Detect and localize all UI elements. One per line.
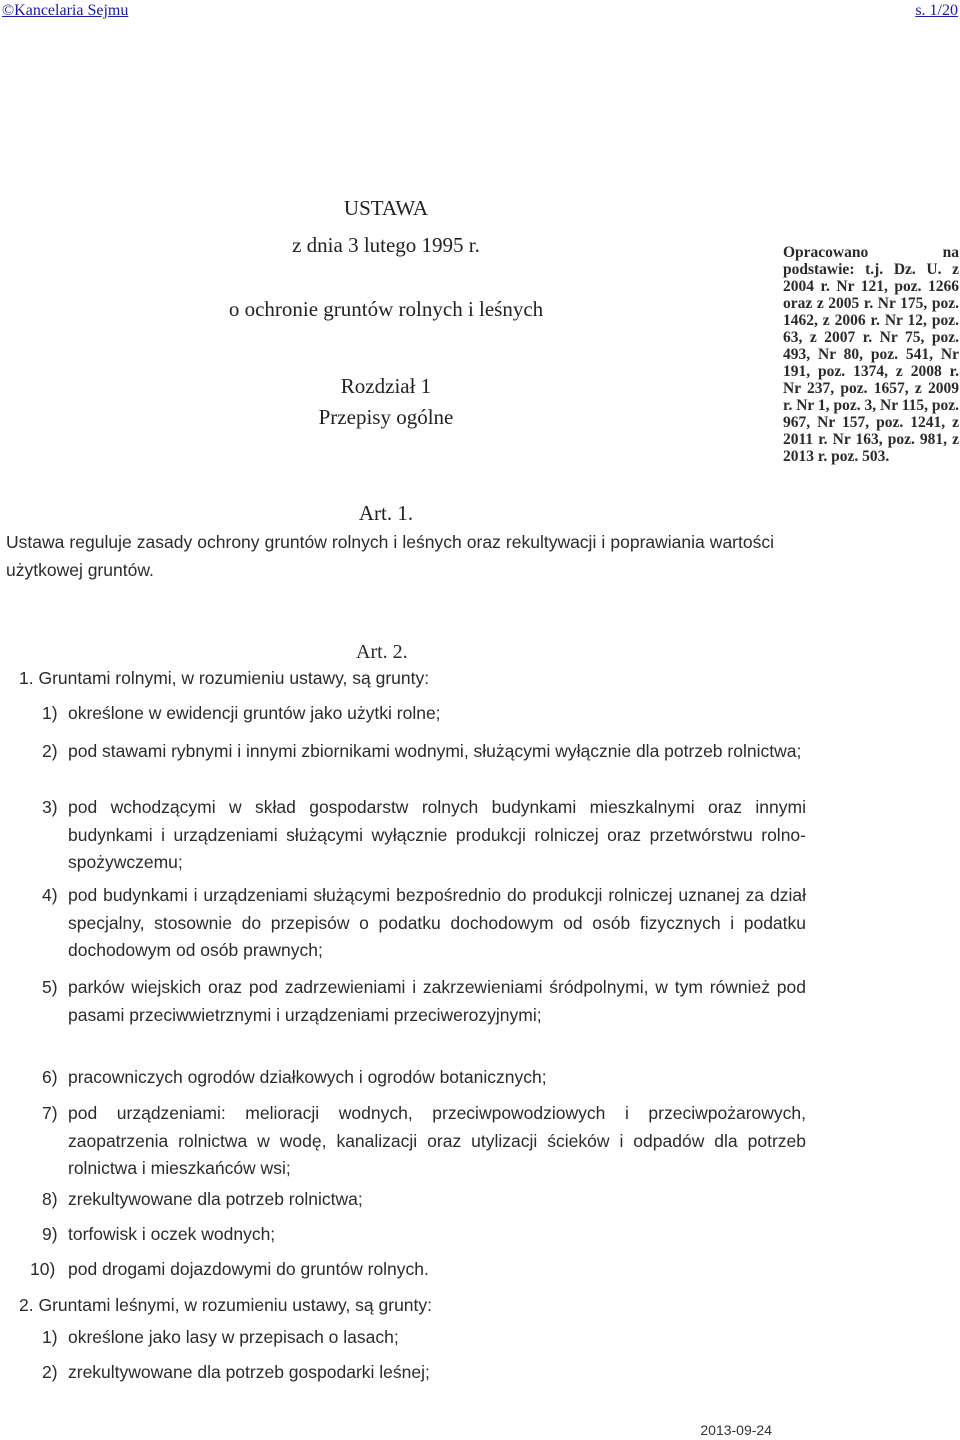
list-item [30,1256,818,1284]
doc-date: z dnia 3 lutego 1995 r. [292,233,480,257]
list-item [42,1100,806,1183]
source-link[interactable]: ©Kancelaria Sejmu [2,2,129,19]
art1-text: Ustawa reguluje zasady ochrony gruntów rolnych i leśnych oraz rekultywacji i poprawiania wartości użytkowej gruntów. [6,532,774,580]
chapter-name: Przepisy ogólne [318,405,454,429]
doc-type: USTAWA [343,196,429,220]
list-item-text: pracowniczych ogrodów działkowych i ogrodów botanicznych; [68,1067,547,1087]
list-item-text: pod stawami rybnymi i innymi zbiornikami wodnymi, służącymi wyłącznie dla potrzeb rolnictwa; [68,741,802,761]
list-item-number: 8) [42,1189,58,1209]
list-item-text: parków wiejskich oraz pod zadrzewieniami i zakrzewieniami śródpolnymi, w tym również pod pasami przeciwwietrznymi i urządzeniami przeciwerozyjnymi; [68,977,806,1025]
page-header [0,0,960,22]
list-item-number: 10) [30,1259,56,1279]
source-note: Opracowano na podstawie: t.j. Dz. U. z 2004 r. Nr 121, poz. 1266 oraz z 2005 r. Nr 175, poz. 1462, z 2006 r. Nr 12, poz. 63, z 2007 r. Nr 75, poz. 493, Nr 80, poz. 541, Nr 191, poz. 1374, z 2008 r. Nr 237, poz. 1657, z 2009 r. Nr 1, poz. 3, Nr 115, poz. 967, Nr 157, poz. 1241, z 2011 r. Nr 163, poz. 981, z 2013 r. poz. 503. [783,244,959,465]
list-item-number: 1) [42,703,58,723]
chapter-label: Rozdział 1 [340,374,432,398]
list-item-text: określone w ewidencji gruntów jako użytki rolne; [68,703,441,723]
list-item-text: pod urządzeniami: melioracji wodnych, przeciwpowodziowych i przeciwpożarowych, zaopatrzenia rolnictwa w wodę, kanalizacji oraz utylizacji ścieków i odpadów dla potrzeb rolnictwa i mieszkańców wsi; [68,1103,806,1178]
list-item [42,1221,806,1249]
footer-date: 2013-09-24 [700,1422,772,1438]
list-item-number: 9) [42,1224,58,1244]
list-item [42,974,806,1029]
list-item [42,1324,806,1352]
list-item-number: 3) [42,797,58,817]
list-item [42,738,806,766]
list-item-number: 5) [42,977,58,997]
list-item-number: 7) [42,1103,58,1123]
list-item-text: zrekultywowane dla potrzeb gospodarki leśnej; [68,1362,430,1382]
list-item-text: określone jako lasy w przepisach o lasach; [68,1327,399,1347]
list-item-text: zrekultywowane dla potrzeb rolnictwa; [68,1189,363,1209]
list-item-number: 6) [42,1067,58,1087]
list-item-text: pod budynkami i urządzeniami służącymi bezpośrednio do produkcji rolniczej uznanej za dział specjalny, stosownie do przepisów o podatku dochodowym od osób fizycznych i podatku dochodowym od osób prawnych; [68,885,806,960]
list-item-text: torfowisk i oczek wodnych; [68,1224,276,1244]
art2-sec2-intro: 2. Gruntami leśnymi, w rozumieniu ustawy, są grunty: [19,1295,433,1315]
art1-heading: Art. 1. [358,501,414,525]
art2-sec1-intro: 1. Gruntami rolnymi, w rozumieniu ustawy, są grunty: [19,668,430,688]
list-item [42,1064,806,1092]
list-item-number: 2) [42,1362,58,1382]
page-number-link[interactable]: s. 1/20 [915,2,958,19]
list-item-number: 2) [42,741,58,761]
list-item [42,700,806,728]
list-item-text: pod drogami dojazdowymi do gruntów rolnych. [68,1259,429,1279]
list-item-text: pod wchodzącymi w skład gospodarstw rolnych budynkami mieszkalnymi oraz innymi budynkami i urządzeniami służącymi wyłącznie produkcji rolniczej oraz przetwórstwu rolno-spożywczemu; [68,797,806,872]
art2-heading: Art. 2. [356,641,408,663]
doc-subject: o ochronie gruntów rolnych i leśnych [228,297,544,321]
list-item-number: 4) [42,885,58,905]
list-item [42,794,806,877]
list-item [42,1186,806,1214]
list-item [42,1359,806,1387]
list-item [42,882,806,965]
list-item-number: 1) [42,1327,58,1347]
